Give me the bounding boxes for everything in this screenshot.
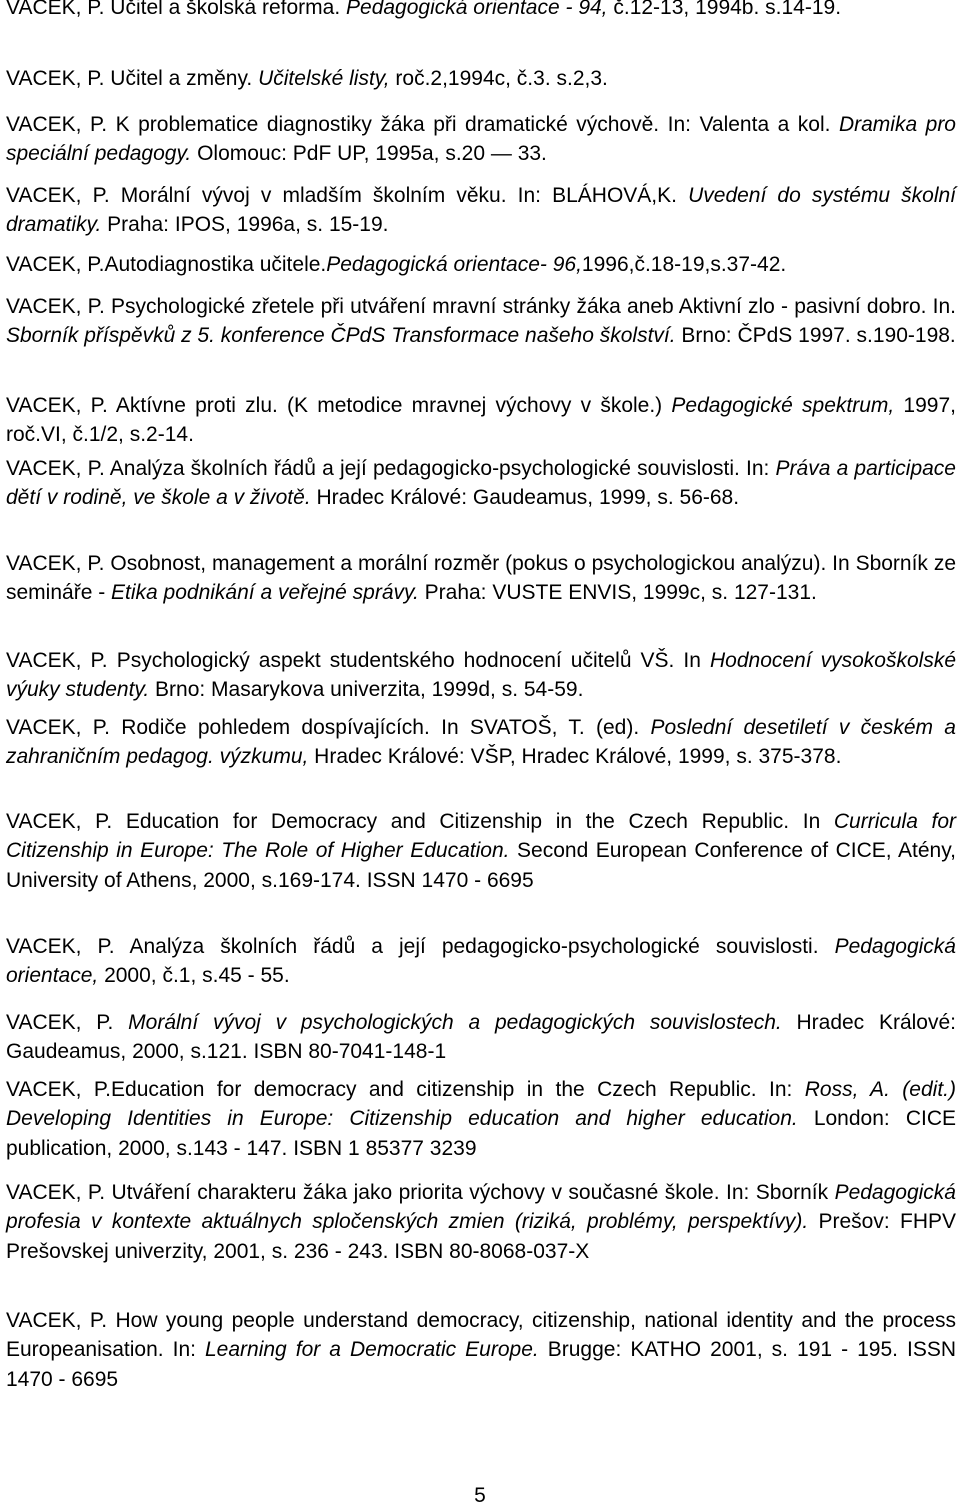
reference-text: 1997, roč.VI, č.1/2, s.2-14. xyxy=(6,394,956,447)
reference-title: Hodnocení vysokoškolské výuky studenty. xyxy=(6,649,956,702)
reference-text: Olomouc: PdF UP, 1995a, s.20 — 33. xyxy=(191,142,547,166)
reference-text: roč.2,1994c, č.3. s.2,3. xyxy=(389,67,608,90)
reference-text: VACEK, P. Rodiče pohledem dospívajících. In SVATOŠ, T. (ed). xyxy=(6,716,651,739)
reference-text: Hradec Králové: Gaudeamus, 1999, s. 56-68. xyxy=(310,486,740,510)
reference-text: Brno: Masarykova univerzita, 1999d, s. 54-59. xyxy=(149,678,584,702)
reference-text: Praha: VUSTE ENVIS, 1999c, s. 127-131. xyxy=(418,581,817,605)
reference-text: VACEK, P. Psychologický aspekt studentského hodnocení učitelů VŠ. In xyxy=(6,649,710,672)
reference-title: Learning for a Democratic Europe. xyxy=(205,1338,539,1362)
reference-text: VACEK, P. Morální vývoj v mladším školním věku. In: BLÁHOVÁ,K. xyxy=(6,184,689,207)
reference-entry xyxy=(6,64,956,93)
reference-entry xyxy=(6,1008,956,1067)
reference-title: Pedagogická orientace, xyxy=(6,935,956,988)
reference-title: Pedagogická orientace- 96, xyxy=(326,253,582,276)
reference-text: VACEK, P. Analýza školních řádů a její pedagogicko-psychologické souvislosti. In: xyxy=(6,457,776,480)
reference-text: 1996,č.18-19,s.37-42. xyxy=(581,253,787,276)
reference-entry xyxy=(6,292,956,351)
reference-title: Učitelské listy, xyxy=(258,67,390,90)
reference-entry xyxy=(6,932,956,991)
reference-text: Prešov: FHPV Prešovskej univerzity, 2001, s. 236 - 243. ISBN 80-8068-037-X xyxy=(6,1210,956,1263)
reference-text: London: CICE publication, 2000, s.143 - 147. ISBN 1 85377 3239 xyxy=(6,1107,956,1160)
reference-text: č.12-13, 1994b. s.14-19. xyxy=(607,0,842,19)
reference-title: Etika podnikání a veřejné správy. xyxy=(111,581,419,605)
reference-text: VACEK, P. Osobnost, management a morální rozměr (pokus o psychologickou analýzu). In Sborník ze semináře - xyxy=(6,552,956,605)
reference-text: Brugge: KATHO 2001, s. 191 - 195. ISSN 1470 - 6695 xyxy=(6,1338,957,1391)
reference-title: Ross, A. (edit.) Developing Identities in Europe: Citizenship education and higher education. xyxy=(6,1078,956,1131)
reference-text: Hradec Králové: VŠP, Hradec Králové, 1999, s. 375-378. xyxy=(308,745,842,769)
reference-text: VACEK, P. How young people understand democracy, citizenship, national identity and the process Europeanisation. In: xyxy=(6,1309,956,1362)
reference-text: 2000, č.1, s.45 - 55. xyxy=(98,964,290,988)
reference-title: Pedagogická orientace - 94, xyxy=(346,0,608,19)
reference-entry xyxy=(6,646,956,705)
reference-text: Brno: ČPdS 1997. s.190-198. xyxy=(675,324,956,348)
reference-entry xyxy=(6,1178,956,1266)
reference-title: Práva a participace dětí v rodině, ve škole a v životě. xyxy=(6,457,956,510)
reference-title: Morální vývoj v psychologických a pedagogických souvislostech. xyxy=(128,1011,782,1034)
reference-entry xyxy=(6,713,956,772)
reference-text: VACEK, P. Education for Democracy and Citizenship in the Czech Republic. In xyxy=(6,810,834,833)
reference-entry xyxy=(6,0,956,22)
page-number: 5 xyxy=(474,1484,486,1507)
reference-title: Sborník příspěvků z 5. konference ČPdS Transformace našeho školství. xyxy=(6,324,676,348)
reference-text: VACEK, P. Utváření charakteru žáka jako priorita výchovy v současné škole. In: Sborník xyxy=(6,1181,835,1204)
reference-title: Poslední desetiletí v českém a zahraničním pedagog. výzkumu, xyxy=(6,716,956,769)
reference-entry xyxy=(6,391,956,450)
reference-entry xyxy=(6,181,956,240)
reference-text: VACEK, P. xyxy=(6,1011,129,1034)
reference-title: Uvedení do systému školní dramatiky. xyxy=(6,184,957,237)
reference-text: Hradec Králové: Gaudeamus, 2000, s.121. ISBN 80-7041-148-1 xyxy=(6,1011,956,1064)
reference-title: Pedagogické spektrum, xyxy=(671,394,895,417)
reference-entry xyxy=(6,549,956,608)
reference-title: Curricula for Citizenship in Europe: The Role of Higher Education. xyxy=(6,810,956,863)
reference-text: Second European Conference of CICE, Atény, University of Athens, 2000, s.169-174. ISSN 1470 - 6695 xyxy=(6,839,956,892)
reference-text: VACEK, P.Education for democracy and citizenship in the Czech Republic. In: xyxy=(6,1078,805,1101)
reference-entry xyxy=(6,807,956,895)
reference-title: Pedagogická profesia v kontexte aktuálnych spločenských zmien (riziká, problémy, perspektívy). xyxy=(6,1181,956,1234)
reference-text: VACEK, P. Analýza školních řádů a její pedagogicko-psychologické souvislosti. xyxy=(6,935,835,958)
reference-text: VACEK, P. Aktívne proti zlu. (K metodice mravnej výchovy v škole.) xyxy=(6,394,672,417)
reference-entry xyxy=(6,454,956,513)
reference-text: VACEK, P. Učitel a změny. xyxy=(6,67,259,90)
reference-title: Dramika pro speciální pedagogy. xyxy=(6,113,956,166)
reference-entry xyxy=(6,1075,956,1163)
reference-text: VACEK, P. K problematice diagnostiky žáka při dramatické výchově. In: Valenta a kol. xyxy=(6,113,839,136)
reference-entry xyxy=(6,1306,956,1394)
reference-text: VACEK, P. Učitel a školská reforma. xyxy=(6,0,347,19)
reference-entry xyxy=(6,110,956,169)
reference-entry xyxy=(6,250,956,279)
reference-text: VACEK, P.Autodiagnostika učitele. xyxy=(6,253,327,276)
reference-text: Praha: IPOS, 1996a, s. 15-19. xyxy=(101,213,389,237)
reference-text: VACEK, P. Psychologické zřetele při utváření mravní stránky žáka aneb Aktivní zlo - pasivní dobro. In. xyxy=(6,295,956,318)
